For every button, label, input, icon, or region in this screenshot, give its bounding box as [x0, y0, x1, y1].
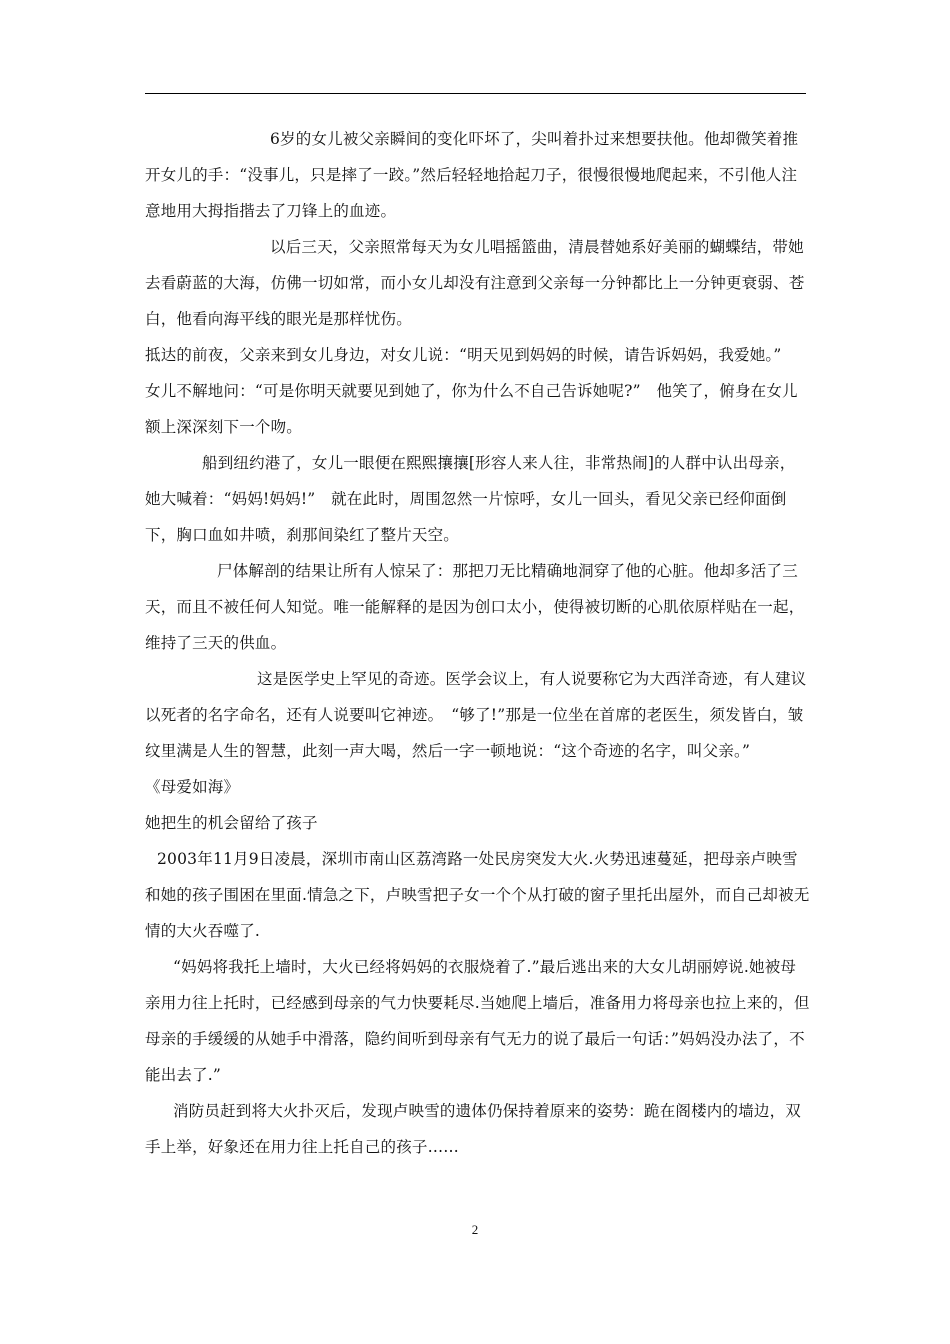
paragraph: 抵达的前夜，父亲来到女儿身边，对女儿说：“明天见到妈妈的时候，请告诉妈妈，我爱她。” [145, 346, 782, 364]
document-body [145, 121, 810, 1165]
paragraph: 这是医学史上罕见的奇迹。医学会议上，有人说要称它为大西洋奇迹，有人建议以死者的名字命名，还有人说要叫它神迹。 “够了!”那是一位坐在首席的老医生，须发皆白，皱纹里满是人生的智慧，此刻一声大喝，然后一字一顿地说：“这个奇迹的名字，叫父亲。” [145, 670, 807, 760]
paragraph: 消防员赶到将大火扑灭后，发现卢映雪的遗体仍保持着原来的姿势：跪在阁楼内的墙边，双手上举，好象还在用力往上托自己的孩子…… [145, 1102, 802, 1156]
paragraph: 船到纽约港了，女儿一眼便在熙熙攘攘[形容人来人往，非常热闹]的人群中认出母亲，她大喊着：“妈妈!妈妈!” 就在此时，周围忽然一片惊呼，女儿一回头，看见父亲已经仰面倒下，胸口血如井喷，刹那间染红了整片天空。 [145, 454, 796, 544]
paragraph: 2003年11月9日凌晨，深圳市南山区荔湾路一处民房突发大火.火势迅速蔓延，把母亲卢映雪和她的孩子围困在里面.情急之下，卢映雪把子女一个个从打破的窗子里托出屋外，而自己却被无情的大火吞噬了. [145, 850, 810, 940]
page-number: 2 [471, 1222, 479, 1237]
section-heading: 她把生的机会留给了孩子 [145, 814, 318, 832]
paragraph: 女儿不解地问：“可是你明天就要见到她了，你为什么不自己告诉她呢?” 他笑了，俯身在女儿额上深深刻下一个吻。 [145, 382, 798, 436]
paragraph: “妈妈将我托上墙时，大火已经将妈妈的衣服烧着了.”最后逃出来的大女儿胡丽婷说.她被母亲用力往上托时，已经感到母亲的气力快要耗尽.当她爬上墙后，准备用力将母亲也拉上来的，但母亲的手缓缓的从她手中滑落，隐约间听到母亲有气无力的说了最后一句话：”妈妈没办法了，不能出去了.” [145, 958, 810, 1084]
paragraph: 6岁的女儿被父亲瞬间的变化吓坏了，尖叫着扑过来想要扶他。他却微笑着推开女儿的手：“没事儿，只是摔了一跤。”然后轻轻地拾起刀子，很慢很慢地爬起来，不引他人注意地用大拇指揩去了刀锋上的血迹。 [145, 130, 799, 220]
paragraph: 尸体解剖的结果让所有人惊呆了：那把刀无比精确地洞穿了他的心脏。他却多活了三天，而且不被任何人知觉。唯一能解释的是因为创口太小，使得被切断的心肌依原样贴在一起，维持了三天的供血。 [145, 562, 805, 652]
header-rule [145, 93, 806, 94]
book-title: 《母爱如海》 [145, 778, 240, 796]
paragraph: 以后三天，父亲照常每天为女儿唱摇篮曲，清晨替她系好美丽的蝴蝶结，带她去看蔚蓝的大海，仿佛一切如常，而小女儿却没有注意到父亲每一分钟都比上一分钟更衰弱、苍白，他看向海平线的眼光是那样忧伤。 [145, 238, 805, 328]
